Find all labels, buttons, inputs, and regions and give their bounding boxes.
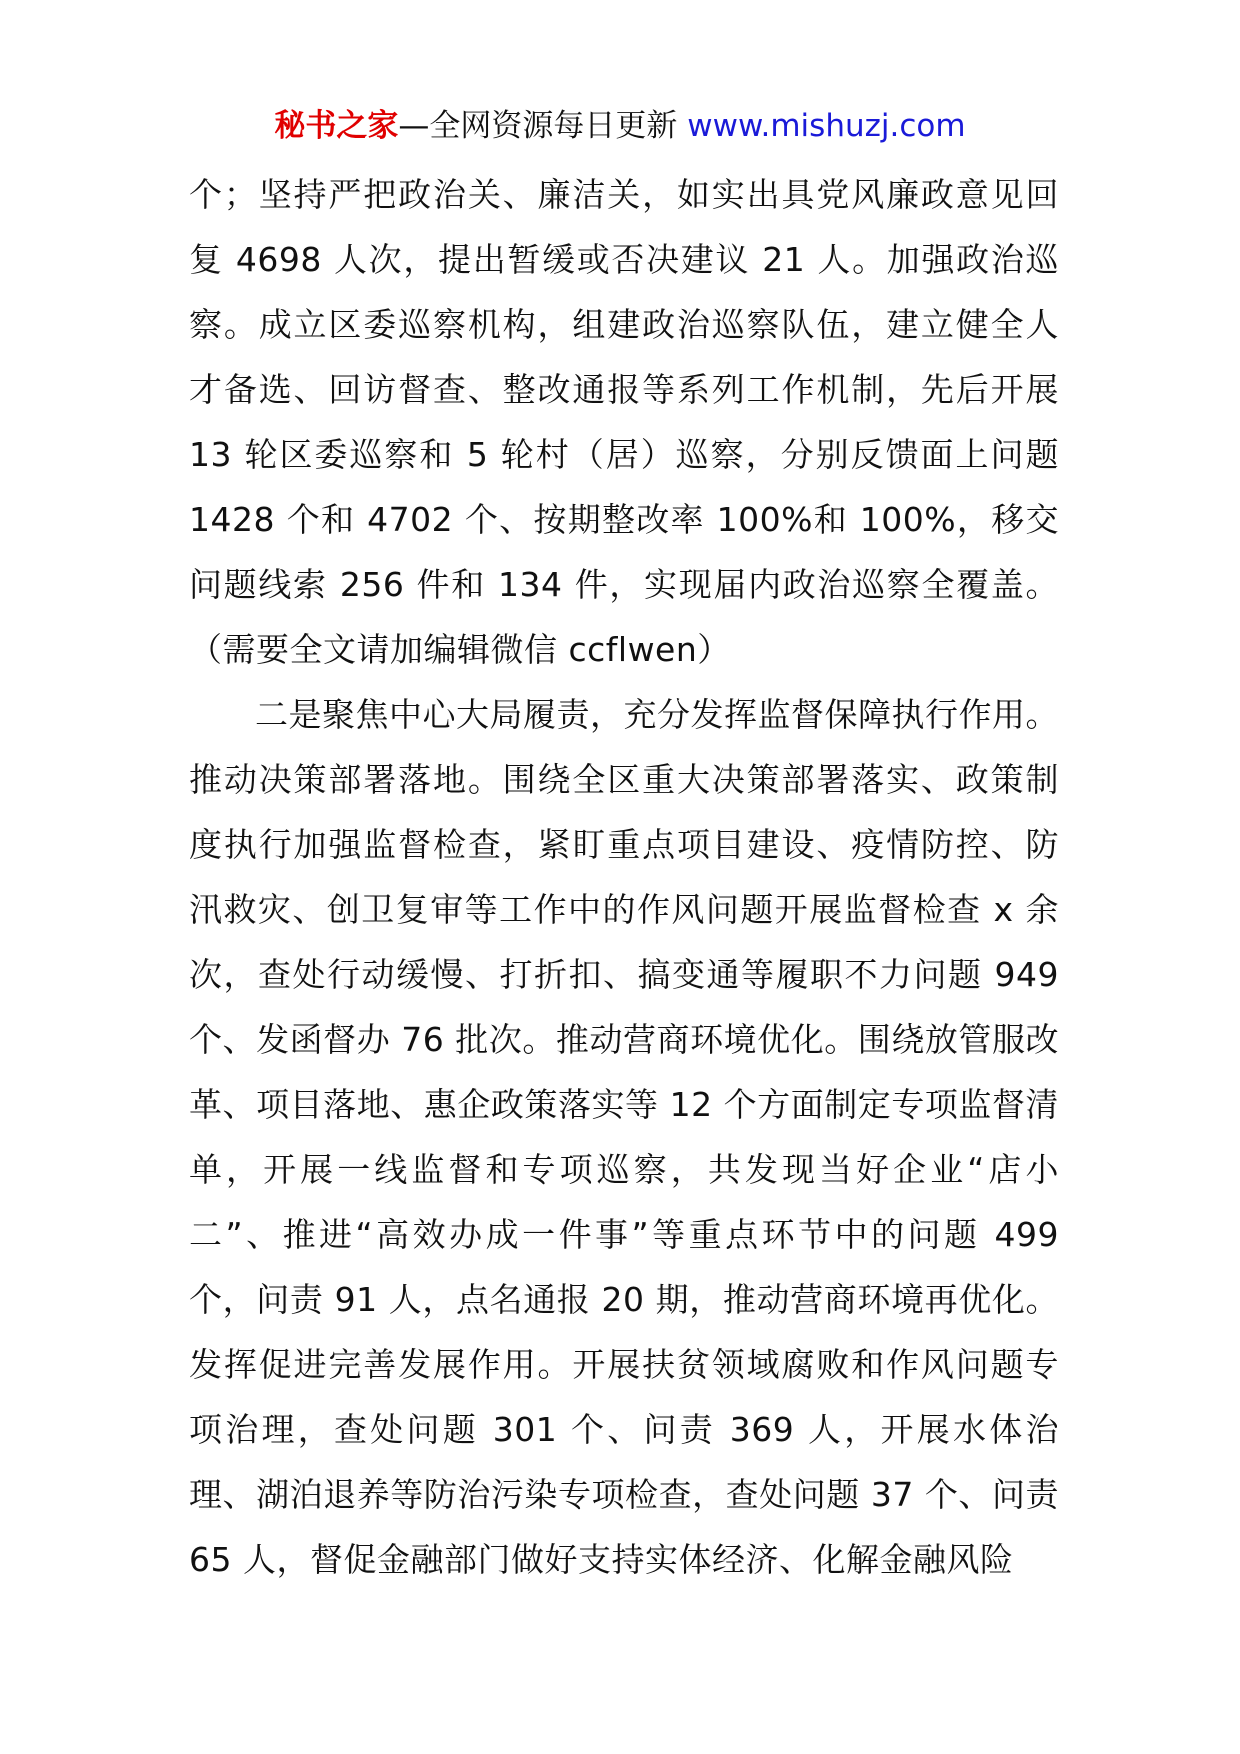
- paragraph-second-point: 二是聚焦中心大局履责，充分发挥监督保障执行作用。推动决策部署落地。围绕全区重大决策部署落实、政策制度执行加强监督检查，紧盯重点项目建设、疫情防控、防汛救灾、创卫复审等工作中的作风问题开展监督检查 x 余次，查处行动缓慢、打折扣、搞变通等履职不力问题 949 个、发函督办 76 批次。推动营商环境优化。围绕放管服改革、项目落地、惠企政策落实等 12 个方面制定专项监督清单，开展一线监督和专项巡察，共发现当好企业“店小二”、推进“高效办成一件事”等重点环节中的问题 499 个，问责 91 人，点名通报 20 期，推动营商环境再优化。发挥促进完善发展作用。开展扶贫领域腐败和作风问题专项治理，查处问题 301 个、问责 369 人，开展水体治理、湖泊退养等防治污染专项检查，查处问题 37 个、问责 65 人，督促金融部门做好支持实体经济、化解金融风险: [189, 695, 1059, 1579]
- site-tagline: —全网资源每日更新: [398, 108, 678, 144]
- site-url-link[interactable]: www.mishuzj.com: [687, 108, 966, 144]
- paragraph-continued: 个；坚持严把政治关、廉洁关，如实出具党风廉政意见回复 4698 人次，提出暂缓或否决建议 21 人。加强政治巡察。成立区委巡察机构，组建政治巡察队伍，建立健全人才备选、回访督查、整改通报等系列工作机制，先后开展 13 轮区委巡察和 5 轮村（居）巡察，分别反馈面上问题 1428 个和 4702 个、按期整改率 100%和 100%，移交问题线索 256 件和 134 件，实现届内政治巡察全覆盖。（需要全文请加编辑微信 ccflwen）: [189, 175, 1059, 669]
- site-brand: 秘书之家: [274, 108, 399, 144]
- document-body: [189, 162, 1059, 1592]
- site-header: [0, 106, 1240, 146]
